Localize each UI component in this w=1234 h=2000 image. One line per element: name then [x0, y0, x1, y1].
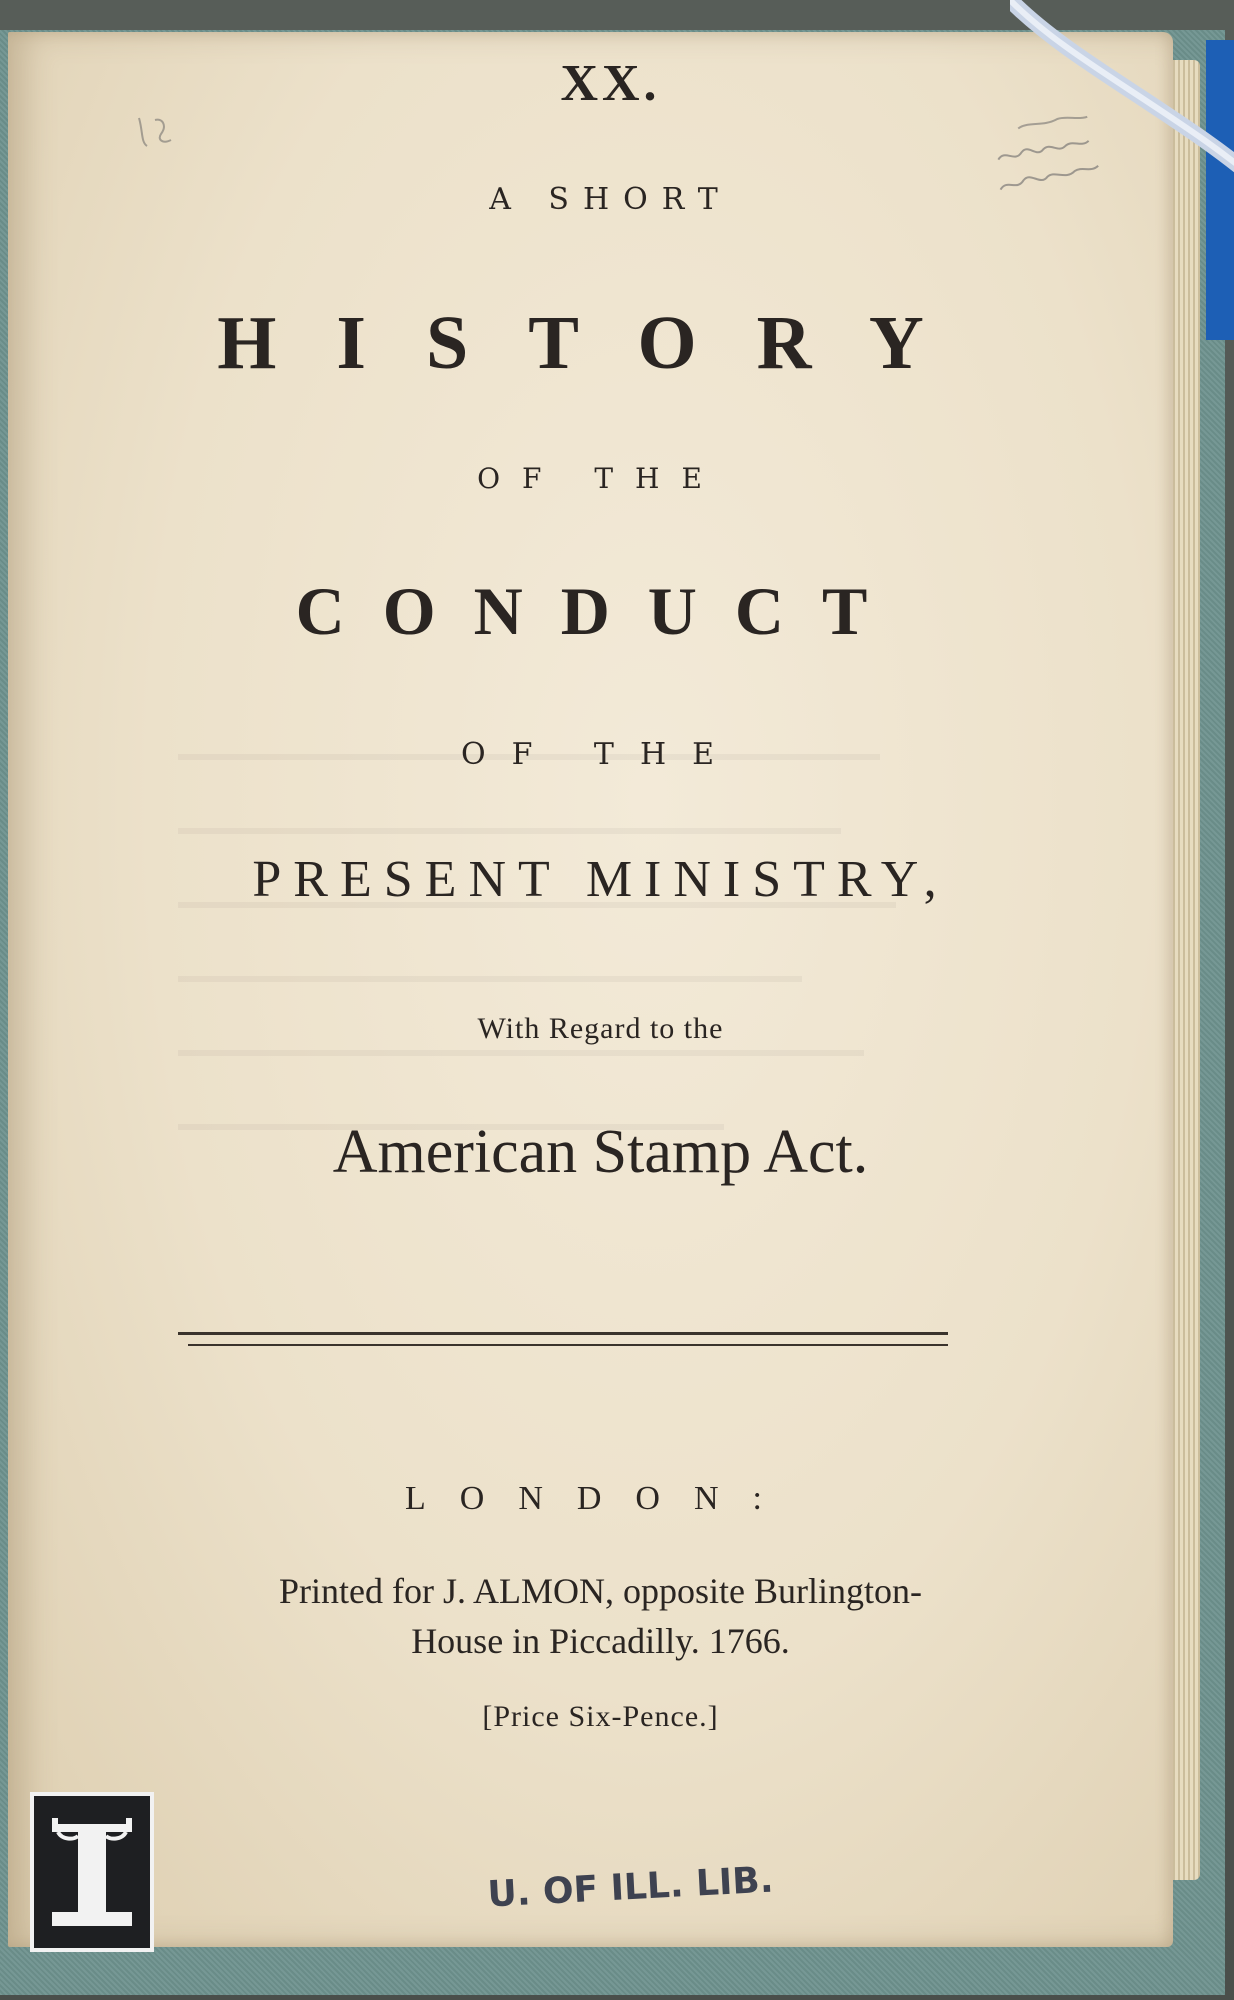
title-line-history: HISTORY	[217, 301, 984, 385]
imprint-line-1: Printed for J. ALMON, opposite Burlington-	[279, 1571, 922, 1611]
double-rule-bottom	[188, 1344, 948, 1346]
ribbon-string-icon	[1010, 0, 1234, 200]
title-line-of-the: OF THE	[477, 462, 724, 495]
title-line-with-regard: With Regard to the	[477, 1012, 724, 1045]
title-line-of-the-second: OF THE	[460, 737, 741, 772]
university-of-illinois-column-icon	[30, 1792, 154, 1952]
title-line-a-short: A SHORT	[489, 182, 732, 217]
title-line-present-ministry: PRESENT MINISTRY,	[252, 851, 949, 908]
title-line-american-stamp-act: American Stamp Act.	[332, 1118, 869, 1186]
double-rule-top	[178, 1332, 948, 1335]
title-page	[8, 32, 1173, 1947]
pencil-mark	[133, 112, 183, 159]
price-line: [Price Six-Pence.]	[482, 1700, 719, 1733]
bookmark-ribbon	[1010, 0, 1234, 200]
title-line-conduct: CONDUCT	[295, 573, 906, 649]
imprint-place: LONDON:	[405, 1480, 796, 1517]
library-stamp: U. OF ILL. LIB.	[486, 1859, 775, 1916]
imprint-line-2: House in Piccadilly. 1766.	[411, 1621, 790, 1661]
volume-mark: XX.	[560, 55, 661, 112]
pencil-scribble-icon	[133, 112, 183, 152]
